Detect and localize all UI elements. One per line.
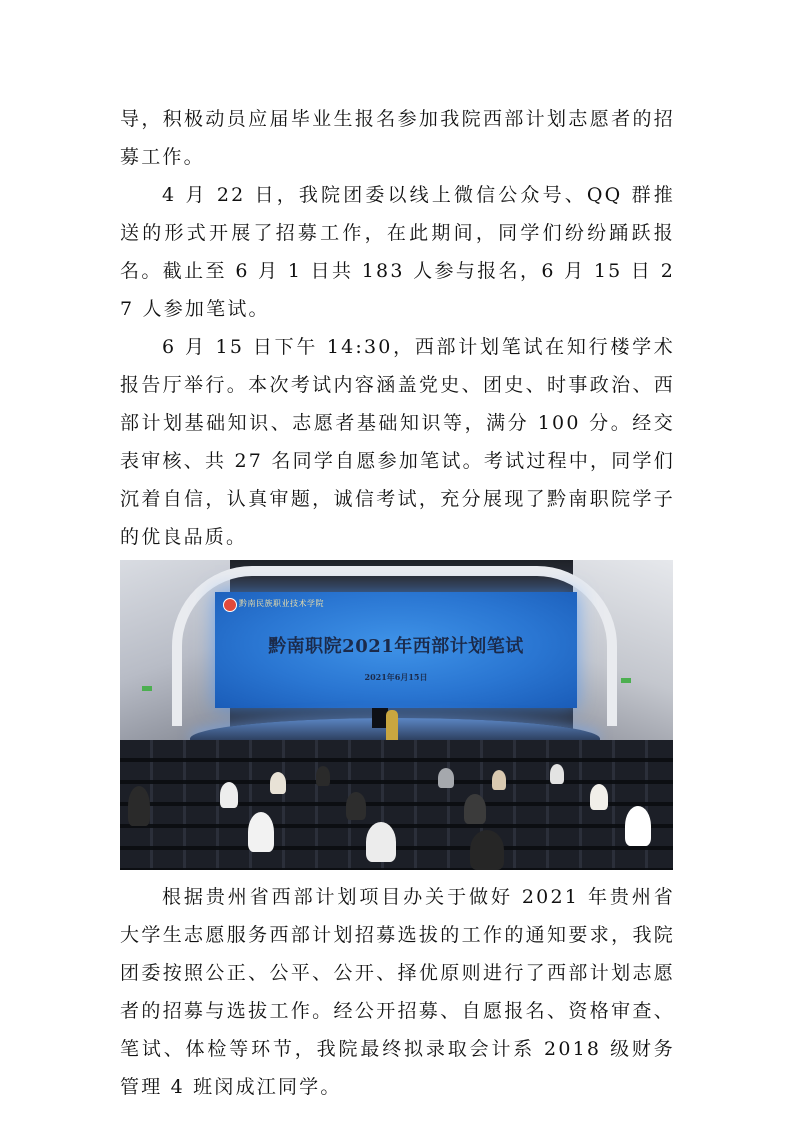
screen-date-text: 2021年6月15日	[364, 672, 428, 682]
photo-student	[492, 770, 506, 790]
photo-student	[366, 822, 396, 862]
photo-student	[346, 792, 366, 820]
exam-hall-photo	[120, 560, 673, 870]
photo-student	[550, 764, 564, 784]
photo-student	[590, 784, 608, 810]
photo-student	[248, 812, 274, 852]
photo-student	[128, 786, 150, 826]
screen-header-text: 黔南民族职业技术学院	[239, 599, 324, 608]
paragraph-exam: 6 月 15 日下午 14:30，西部计划笔试在知行楼学术报告厅举行。本次考试内容涵盖党史、团史、时事政治、西部计划基础知识、志愿者基础知识等，满分 100 分。经交表审核、共 27 名同学自愿参加笔试。考试过程中，同学们沉着自信，认真审题，诚信考试，充分展现了黔南职院学子的优良品质。	[120, 336, 675, 548]
photo-student	[316, 766, 330, 786]
photo-student	[438, 768, 454, 788]
projection-screen	[215, 592, 577, 708]
school-logo-icon	[223, 598, 237, 612]
photo-student	[270, 772, 286, 794]
photo-student	[464, 794, 486, 824]
paragraph-result: 根据贵州省西部计划项目办关于做好 2021 年贵州省大学生志愿服务西部计划招募选拔的工作的通知要求，我院团委按照公正、公平、公开、择优原则进行了西部计划志愿者的招募与选拔工作。经公开招募、自愿报名、资格审查、笔试、体检等环节，我院最终拟录取会计系 2018 级财务管理 4 班闵成江同学。	[120, 886, 675, 1098]
paragraph-continuation: 导，积极动员应届毕业生报名参加我院西部计划志愿者的招募工作。	[120, 108, 675, 168]
photo-student	[220, 782, 238, 808]
exit-sign-icon	[621, 678, 631, 683]
paragraph-recruitment: 4 月 22 日，我院团委以线上微信公众号、QQ 群推送的形式开展了招募工作，在此期间，同学们纷纷踊跃报名。截止至 6 月 1 日共 183 人参与报名，6 月 15 日 27 人参加笔试。	[120, 184, 675, 320]
photo-proctor	[386, 710, 398, 744]
screen-title-text: 黔南职院2021年西部计划笔试	[268, 636, 524, 657]
exit-sign-icon	[142, 686, 152, 691]
photo-student	[470, 830, 504, 870]
photo-student	[625, 806, 651, 846]
document-body	[120, 100, 675, 1106]
